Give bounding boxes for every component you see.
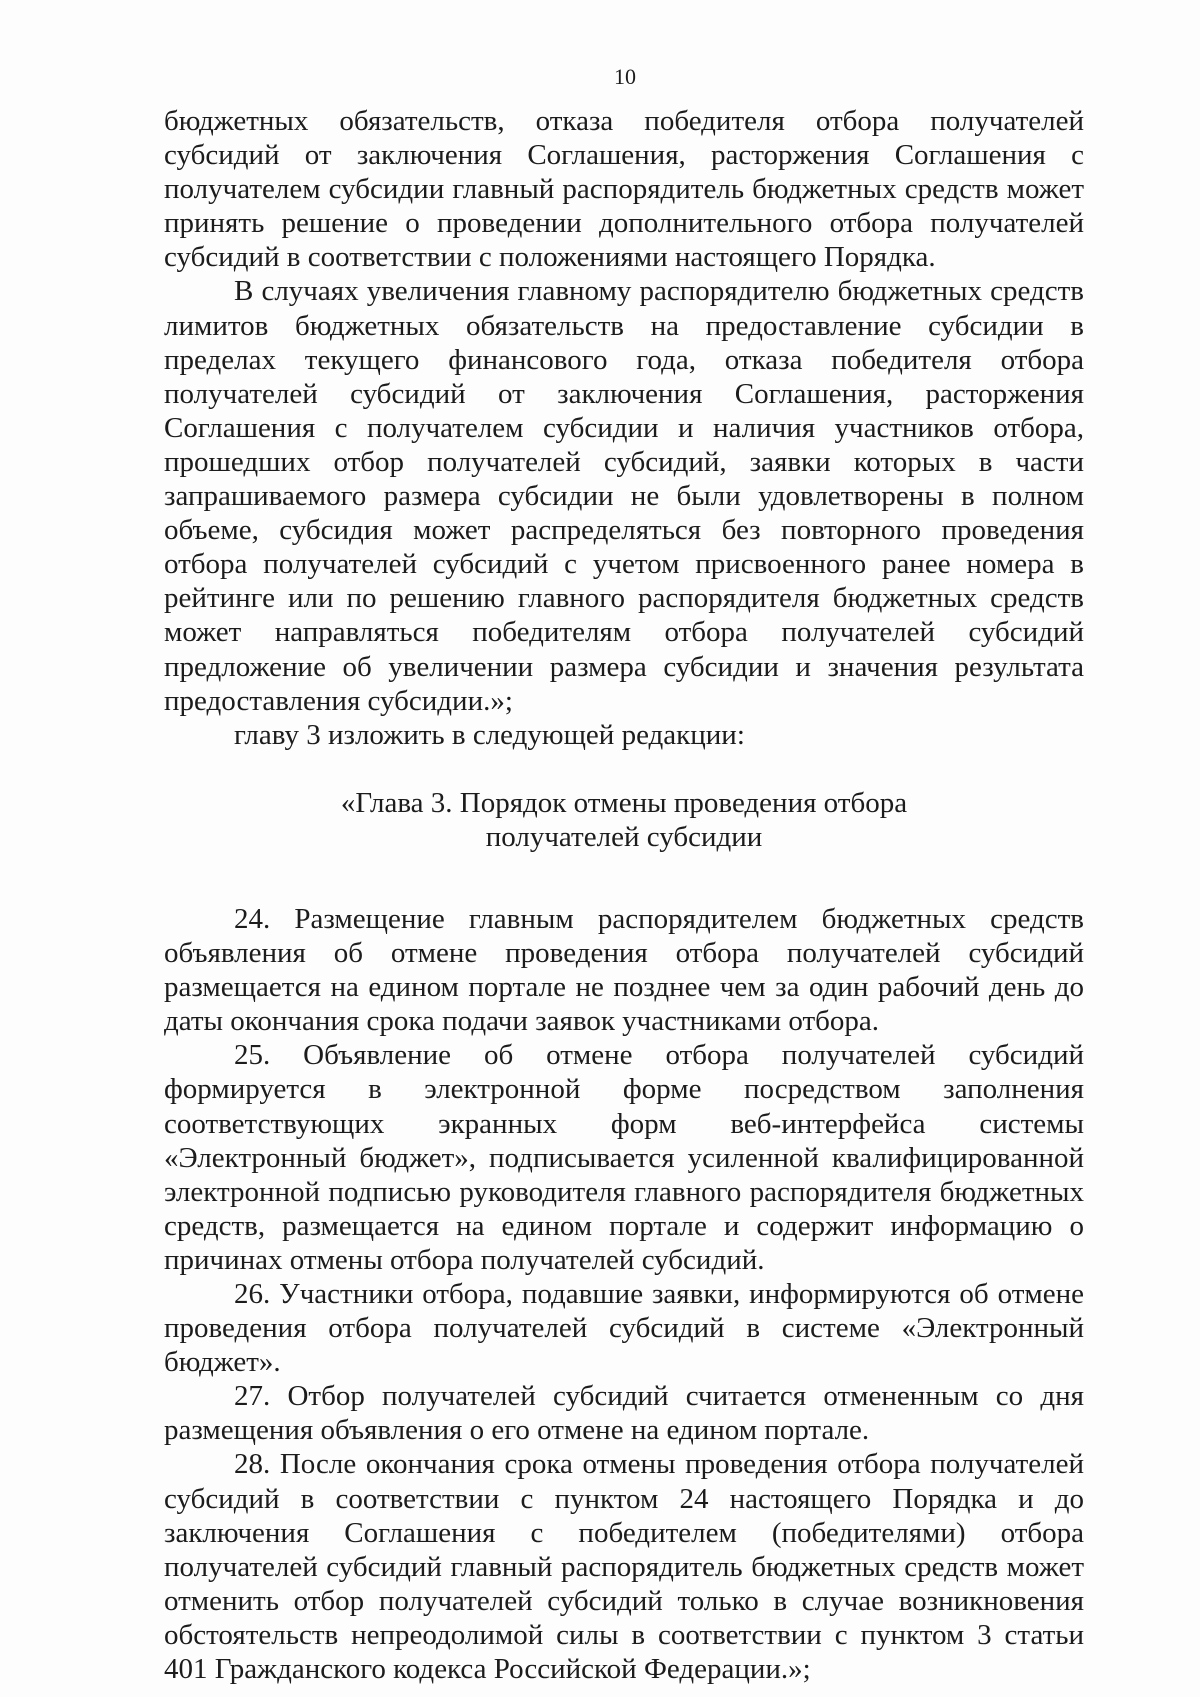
item-26: 26. Участники отбора, подавшие заявки, информируются об отмене проведения отбора получателей субсидий в системе «Электронный бюджет». <box>164 1278 1084 1379</box>
page-number: 10 <box>614 64 636 89</box>
item-28: 28. После окончания срока отмены проведения отбора получателей субсидий в соответствии с пунктом 24 настоящего Порядка и до заключения Соглашения с победителем (победителями) отбора получателей субсидий главный распорядитель бюджетных средств может отменить отбор получателей субсидий только в случае возникновения обстоятельств непреодолимой силы в соответствии с пунктом 3 статьи 401 Гражданского кодекса Российской Федерации.»; <box>164 1448 1084 1686</box>
item-25: 25. Объявление об отмене отбора получателей субсидий формируется в электронной форме посредством заполнения соответствующих экранных форм веб-интерфейса системы «Электронный бюджет», подписывается усиленной квалифицированной электронной подписью руководителя главного распорядителя бюджетных средств, размещается на едином портале и содержит информацию о причинах отмены отбора получателей субсидий. <box>164 1039 1084 1276</box>
item-27: 27. Отбор получателей субсидий считается отмененным со дня размещения объявления о его отмене на едином портале. <box>164 1380 1084 1447</box>
paragraph-chapter-instruction: главу 3 изложить в следующей редакции: <box>234 718 745 751</box>
chapter-heading-line-2: получателей субсидии <box>485 820 763 853</box>
paragraph-limits-increase: В случаях увеличения главному распорядителю бюджетных средств лимитов бюджетных обязательств на предоставление субсидии в пределах текущего финансового года, отказа победителя отбора получателей субсидий от заключения Соглашения, расторжения Соглашения с получателем субсидии и наличия участников отбора, прошедших отбор получателей субсидий, заявки которых в части запрашиваемого размера субсидии не были удовлетворены в полном объеме, субсидия может распределяться без повторного проведения отбора получателей субсидий с учетом присвоенного ранее номера в рейтинге или по решению главного распорядителя бюджетных средств может направляться победителям отбора получателей субсидий предложение об увеличении размера субсидии и значения результата предоставления субсидии.»; <box>164 275 1084 717</box>
document-body <box>164 104 1084 1686</box>
paragraph-continuation: бюджетных обязательств, отказа победителя отбора получателей субсидий от заключения Соглашения, расторжения Соглашения с получателем субсидии главный распорядитель бюджетных средств может принять решение о проведении дополнительного отбора получателей субсидий в соответствии с положениями настоящего Порядка. <box>164 105 1084 274</box>
item-24: 24. Размещение главным распорядителем бюджетных средств объявления об отмене проведения отбора получателей субсидий размещается на едином портале не позднее чем за один рабочий день до даты окончания срока подачи заявок участниками отбора. <box>164 902 1084 1038</box>
chapter-heading-line-1: «Глава 3. Порядок отмены проведения отбора <box>340 786 908 819</box>
chapter-heading <box>164 786 1084 854</box>
